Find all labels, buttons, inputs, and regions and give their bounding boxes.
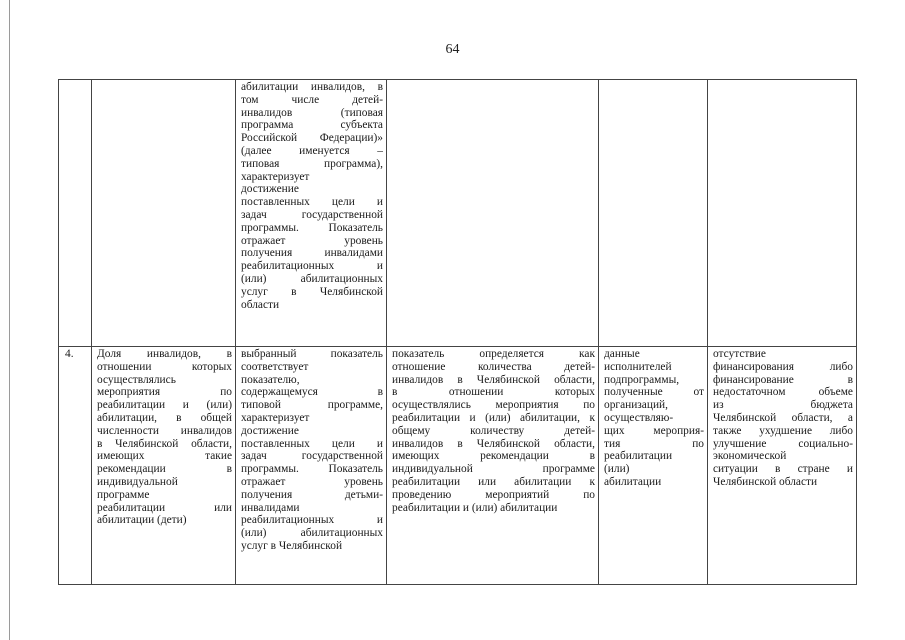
cell-risk-factors [708, 347, 857, 585]
cell-text-line: достижение [241, 424, 299, 437]
cell-text-line: программы. Показатель [241, 221, 383, 234]
cell-risk-factors [708, 80, 857, 347]
table-row [59, 80, 857, 347]
cell-text-line: услуг в Челябинской [241, 539, 343, 552]
cell-text-line: инвалидов в Челябинской области, [392, 373, 595, 386]
cell-text-line: инвалидов в Челябинской области, [392, 437, 595, 450]
cell-text-line: Челябинской области, а [713, 411, 853, 424]
cell-text-line: общему количеству детей- [392, 424, 595, 437]
cell-justification [236, 80, 387, 347]
cell-text-line: выбранный показатель [241, 348, 383, 360]
cell-text-line: реабилитации и (или) абилитации [392, 501, 558, 514]
cell-text-line: финансирование в [713, 373, 853, 386]
cell-text-line: исполнителей [604, 360, 672, 373]
scan-left-edge [9, 0, 10, 640]
cell-text-line: подпрограммы, [604, 373, 680, 386]
cell-text-line: отражает уровень [241, 234, 383, 247]
cell-text-line: характеризует [241, 170, 310, 183]
indicators-table [58, 79, 857, 585]
cell-text-line: реабилитации и (или) [97, 399, 232, 412]
cell-text-line: абилитации, в общей [97, 411, 232, 424]
cell-number [59, 347, 92, 585]
cell-text-line: реабилитационных и [241, 514, 383, 527]
cell-text-line: мероприятия по [97, 386, 232, 399]
cell-text-line: реабилитации и (или) абилитации, к [392, 411, 595, 424]
table-row [59, 347, 857, 585]
cell-text-line: программе [97, 488, 150, 501]
cell-text-line: содержащемуся в [241, 386, 383, 399]
cell-text-line: получения инвалидами [241, 247, 383, 260]
cell-text-line: в отношении которых [392, 386, 595, 399]
cell-text-line: Челябинской области [713, 475, 818, 488]
cell-text-line: том числе детей- [241, 93, 383, 106]
cell-text-line: (или) [604, 463, 630, 476]
cell-text-line: программа субъекта [241, 119, 383, 132]
cell-text-line: 4. [65, 348, 74, 360]
cell-text-line: реабилитационных и [241, 260, 383, 273]
cell-calculation-method [387, 347, 599, 585]
cell-text-line: ситуации в стране и [713, 463, 853, 476]
cell-text-line: типовая программа), [241, 157, 383, 170]
cell-text-line: инвалидами [241, 501, 300, 514]
cell-text-line: данные [604, 348, 640, 360]
cell-text-line: типовой программе, [241, 399, 383, 412]
cell-text-line: отношение количества детей- [392, 360, 595, 373]
cell-text-line: отсутствие [713, 348, 766, 360]
cell-text-line: индивидуальной [97, 475, 178, 488]
cell-text-line: полученные от [604, 386, 704, 399]
cell-text-line: численности инвалидов [97, 424, 232, 437]
cell-text-line: достижение [241, 183, 299, 196]
cell-text-line: индивидуальной программе [392, 463, 595, 476]
cell-text-line: финансирования либо [713, 360, 853, 373]
cell-text-line: экономической [713, 450, 787, 463]
cell-text-line: отражает уровень [241, 475, 383, 488]
cell-text-line: в Челябинской области, [97, 437, 232, 450]
cell-text-line: (или) абилитационных [241, 527, 383, 540]
cell-calculation-method [387, 80, 599, 347]
cell-text-line: Доля инвалидов, в [97, 348, 232, 360]
cell-text-line: показателю, [241, 373, 300, 386]
cell-text-line: услуг в Челябинской [241, 285, 383, 298]
cell-text-line: показатель определяется как [392, 348, 595, 360]
cell-text-line: имеющих такие [97, 450, 232, 463]
cell-text-line: из бюджета [713, 399, 853, 412]
cell-data-source [599, 347, 708, 585]
cell-number [59, 80, 92, 347]
cell-text-line: также ухудшение либо [713, 424, 853, 437]
cell-text-line: (или) абилитационных [241, 272, 383, 285]
cell-text-line: улучшение социально- [713, 437, 853, 450]
cell-indicator-name [92, 80, 236, 347]
cell-text-line: задач государственной [241, 450, 383, 463]
page-number: 64 [445, 42, 460, 57]
cell-text-line: проведению мероприятий по [392, 488, 595, 501]
cell-text-line: Российской Федерации)» [241, 132, 383, 145]
cell-data-source [599, 80, 708, 347]
cell-justification [236, 347, 387, 585]
cell-text-line: абилитации инвалидов, в [241, 81, 383, 93]
cell-text-line: организаций, [604, 399, 668, 412]
cell-text-line: щих мероприя- [604, 424, 704, 437]
cell-indicator-name [92, 347, 236, 585]
cell-text-line: инвалидов (типовая [241, 106, 383, 119]
cell-text-line: абилитации [604, 475, 662, 488]
cell-text-line: реабилитации или [97, 501, 232, 514]
cell-text-line: осуществляю- [604, 411, 674, 424]
cell-text-line: абилитации (дети) [97, 514, 187, 527]
cell-text-line: реабилитации [604, 450, 673, 463]
cell-text-line: получения детьми- [241, 488, 383, 501]
cell-text-line: имеющих рекомендации в [392, 450, 595, 463]
cell-text-line: недостаточном объеме [713, 386, 853, 399]
cell-text-line: отношении которых [97, 360, 232, 373]
cell-text-line: поставленных цели и [241, 437, 383, 450]
cell-text-line: рекомендации в [97, 463, 232, 476]
cell-text-line: задач государственной [241, 208, 383, 221]
cell-text-line: осуществлялись [97, 373, 176, 386]
cell-text-line: характеризует [241, 411, 310, 424]
cell-text-line: (далее именуется – [241, 144, 383, 157]
cell-text-line: осуществлялись мероприятия по [392, 399, 595, 412]
cell-text-line: соответствует [241, 360, 309, 373]
cell-text-line: реабилитации или абилитации к [392, 475, 595, 488]
cell-text-line: области [241, 298, 280, 311]
cell-text-line: тия по [604, 437, 704, 450]
cell-text-line: программы. Показатель [241, 463, 383, 476]
cell-text-line: поставленных цели и [241, 196, 383, 209]
